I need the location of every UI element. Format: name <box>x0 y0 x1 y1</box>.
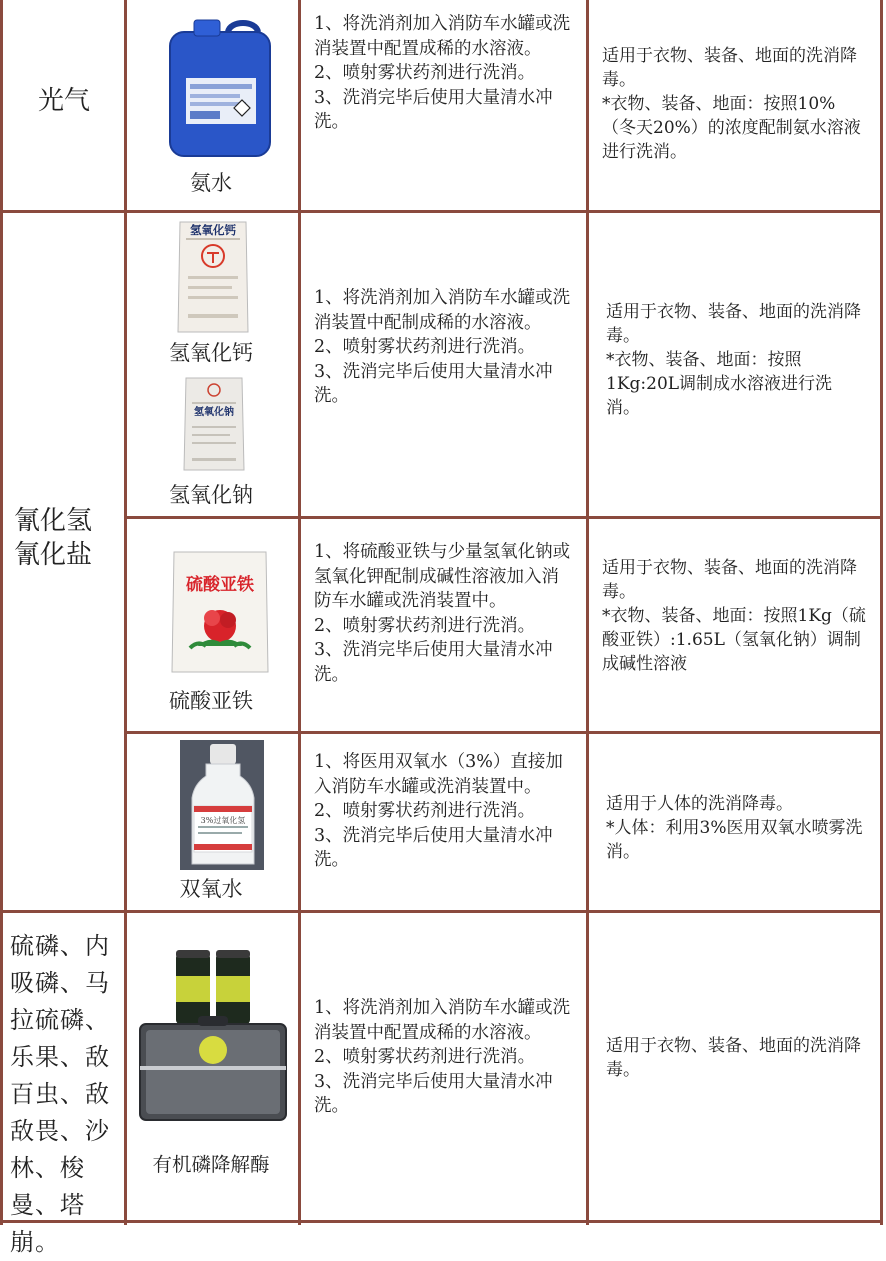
grid-line <box>298 0 301 1225</box>
grid-line <box>124 516 883 519</box>
product-name: 有机磷降解酶 <box>152 1153 270 1176</box>
product-name: 氨水 <box>190 171 232 195</box>
bottle-label-text: 3%过氧化氢 <box>200 816 246 825</box>
sodium-hydroxide-bag-image <box>182 374 246 474</box>
grid-line <box>880 0 883 1225</box>
note-text: 适用于衣物、装备、地面的洗消降毒。 *衣物、装备、地面：按照10%（冬天20%）的浓度配制氨水溶液进行洗消。 <box>602 46 861 162</box>
grid-line <box>0 910 883 913</box>
ferrous-sulfate-bag-image <box>168 548 272 676</box>
product-name: 双氧水 <box>179 877 243 901</box>
ammonia-canister-image <box>164 18 276 158</box>
product-name: 氢氧化钠 <box>169 483 253 507</box>
hydrogen-peroxide-bottle-image <box>180 740 264 870</box>
grid-line <box>586 0 589 1225</box>
grid-line <box>0 0 3 1225</box>
note-text: 适用于衣物、装备、地面的洗消降毒。 *衣物、装备、地面：按照1Kg:20L调制成水溶液进行洗消。 <box>606 302 861 418</box>
grid-line <box>0 1220 883 1223</box>
method-text: 1、将医用双氧水（3%）直接加入消防车水罐或洗消装置中。 2、喷射雾状药剂进行洗消。 3、洗消完毕后使用大量清水冲洗。 <box>314 752 563 870</box>
enzyme-kit-image <box>136 946 290 1122</box>
agent-cell: 光气 <box>38 86 91 116</box>
grid-line <box>0 210 883 213</box>
product-name: 硫酸亚铁 <box>169 689 253 713</box>
agent-cell: 硫磷、内吸磷、马拉硫磷、乐果、敌百虫、敌敌畏、沙林、梭曼、塔崩。 <box>10 932 110 1256</box>
method-text: 1、将硫酸亚铁与少量氢氧化钠或氢氧化钾配制成碱性溶液加入消防车水罐或洗消装置中。 2、喷射雾状药剂进行洗消。 3、洗消完毕后使用大量清水冲洗。 <box>314 542 571 685</box>
product-name: 氢氧化钙 <box>169 341 253 365</box>
method-text: 1、将洗消剂加入消防车水罐或洗消装置中配置成稀的水溶液。 2、喷射雾状药剂进行洗消。 3、洗消完毕后使用大量清水冲洗。 <box>314 998 571 1116</box>
note-text: 适用于人体的洗消降毒。 *人体：利用3%医用双氧水喷雾洗消。 <box>606 794 863 862</box>
method-text: 1、将洗消剂加入消防车水罐或洗消装置中配制成稀的水溶液。 2、喷射雾状药剂进行洗消。 3、洗消完毕后使用大量清水冲洗。 <box>314 288 571 406</box>
grid-line <box>124 731 883 734</box>
bag-text: 氢氧化钙 <box>190 223 236 237</box>
note-text: 适用于衣物、装备、地面的洗消降毒。 <box>606 1036 861 1080</box>
agent-cell: 氰化氢 氰化盐 <box>14 506 93 570</box>
bag-text: 硫酸亚铁 <box>186 575 254 595</box>
method-text: 1、将洗消剂加入消防车水罐或洗消装置中配置成稀的水溶液。 2、喷射雾状药剂进行洗消。 3、洗消完毕后使用大量清水冲洗。 <box>314 14 571 132</box>
note-text: 适用于衣物、装备、地面的洗消降毒。 *衣物、装备、地面：按照1Kg（硫酸亚铁）:1.65L（氢氧化钠）调制成碱性溶液 <box>602 558 866 674</box>
bag-text: 氢氧化钠 <box>194 407 234 418</box>
